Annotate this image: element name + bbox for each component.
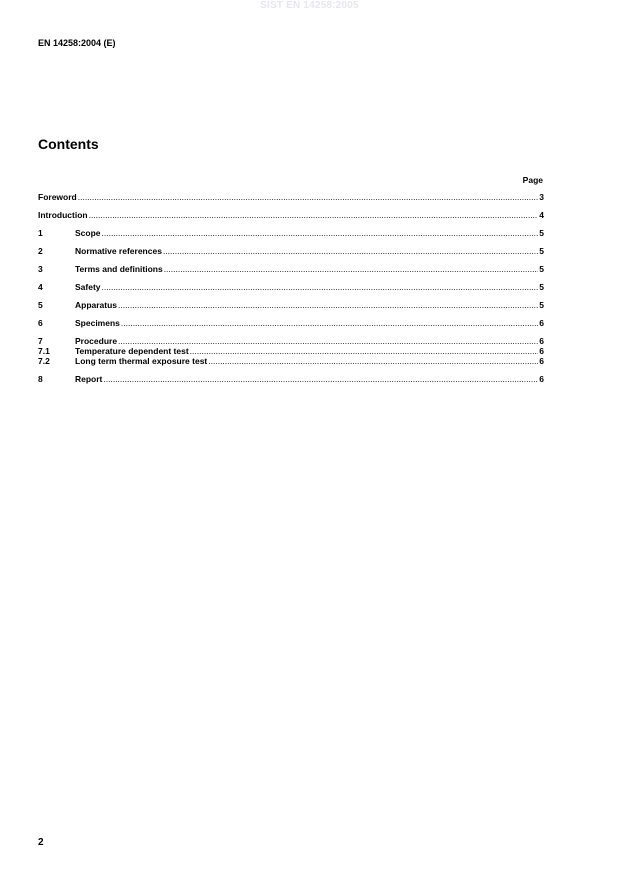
toc-entry-procedure[interactable] <box>38 336 544 346</box>
toc-entry-title: Introduction <box>38 210 88 220</box>
toc-entry-number: 2 <box>38 246 43 256</box>
toc-entry-title: Procedure <box>75 336 118 346</box>
toc-entry-page: 3 <box>539 192 544 202</box>
toc-entry-number: 7.1 <box>38 346 50 356</box>
toc-entry-apparatus[interactable] <box>38 300 544 310</box>
table-of-contents <box>38 192 544 384</box>
toc-entry-number: 8 <box>38 374 43 384</box>
toc-entry-page: 5 <box>539 282 544 292</box>
toc-leader-dots <box>102 282 539 292</box>
toc-entry-number: 1 <box>38 228 43 238</box>
toc-entry-temperature-dependent-test[interactable] <box>38 346 544 356</box>
toc-entry-report[interactable] <box>38 374 544 384</box>
toc-leader-dots <box>164 264 539 274</box>
toc-leader-dots <box>78 192 539 202</box>
toc-leader-dots <box>163 246 538 256</box>
toc-entry-long-term-thermal-exposure-test[interactable] <box>38 356 544 366</box>
toc-entry-title: Apparatus <box>75 300 118 310</box>
toc-leader-dots <box>89 210 539 220</box>
toc-entry-number: 7.2 <box>38 356 50 366</box>
toc-entry-specimens[interactable] <box>38 318 544 328</box>
toc-leader-dots <box>103 374 538 384</box>
toc-leader-dots <box>118 300 538 310</box>
page-column-label: Page <box>522 175 543 185</box>
toc-entry-page: 6 <box>539 336 544 346</box>
toc-entry-page: 5 <box>539 300 544 310</box>
toc-leader-dots <box>190 346 539 356</box>
toc-entry-title: Safety <box>75 282 101 292</box>
toc-entry-page: 5 <box>539 246 544 256</box>
toc-leader-dots <box>118 336 538 346</box>
toc-leader-dots <box>208 356 538 366</box>
document-id: EN 14258:2004 (E) <box>38 38 116 48</box>
toc-entry-title: Foreword <box>38 192 77 202</box>
toc-entry-title: Normative references <box>75 246 162 256</box>
toc-entry-terms-and-definitions[interactable] <box>38 264 544 274</box>
toc-entry-title: Temperature dependent test <box>75 346 189 356</box>
toc-entry-page: 6 <box>539 374 544 384</box>
toc-entry-number: 5 <box>38 300 43 310</box>
toc-entry-foreword[interactable] <box>38 192 544 202</box>
toc-entry-normative-references[interactable] <box>38 246 544 256</box>
toc-entry-page: 5 <box>539 228 544 238</box>
toc-entry-page: 6 <box>539 346 544 356</box>
toc-leader-dots <box>102 228 539 238</box>
toc-entry-number: 7 <box>38 336 43 346</box>
watermark: SIST EN 14258:2005 <box>260 0 359 11</box>
toc-entry-title: Report <box>75 374 103 384</box>
toc-entry-title: Long term thermal exposure test <box>75 356 208 366</box>
contents-heading: Contents <box>38 136 99 152</box>
toc-entry-number: 3 <box>38 264 43 274</box>
toc-entry-title: Specimens <box>75 318 120 328</box>
toc-entry-safety[interactable] <box>38 282 544 292</box>
toc-entry-page: 5 <box>539 264 544 274</box>
toc-entry-number: 4 <box>38 282 43 292</box>
toc-entry-page: 6 <box>539 356 544 366</box>
toc-entry-page: 4 <box>539 210 544 220</box>
toc-entry-number: 6 <box>38 318 43 328</box>
toc-leader-dots <box>121 318 538 328</box>
toc-entry-title: Scope <box>75 228 101 238</box>
page-number: 2 <box>38 837 44 848</box>
toc-entry-title: Terms and definitions <box>75 264 163 274</box>
toc-entry-page: 6 <box>539 318 544 328</box>
toc-entry-scope[interactable] <box>38 228 544 238</box>
toc-entry-introduction[interactable] <box>38 210 544 220</box>
